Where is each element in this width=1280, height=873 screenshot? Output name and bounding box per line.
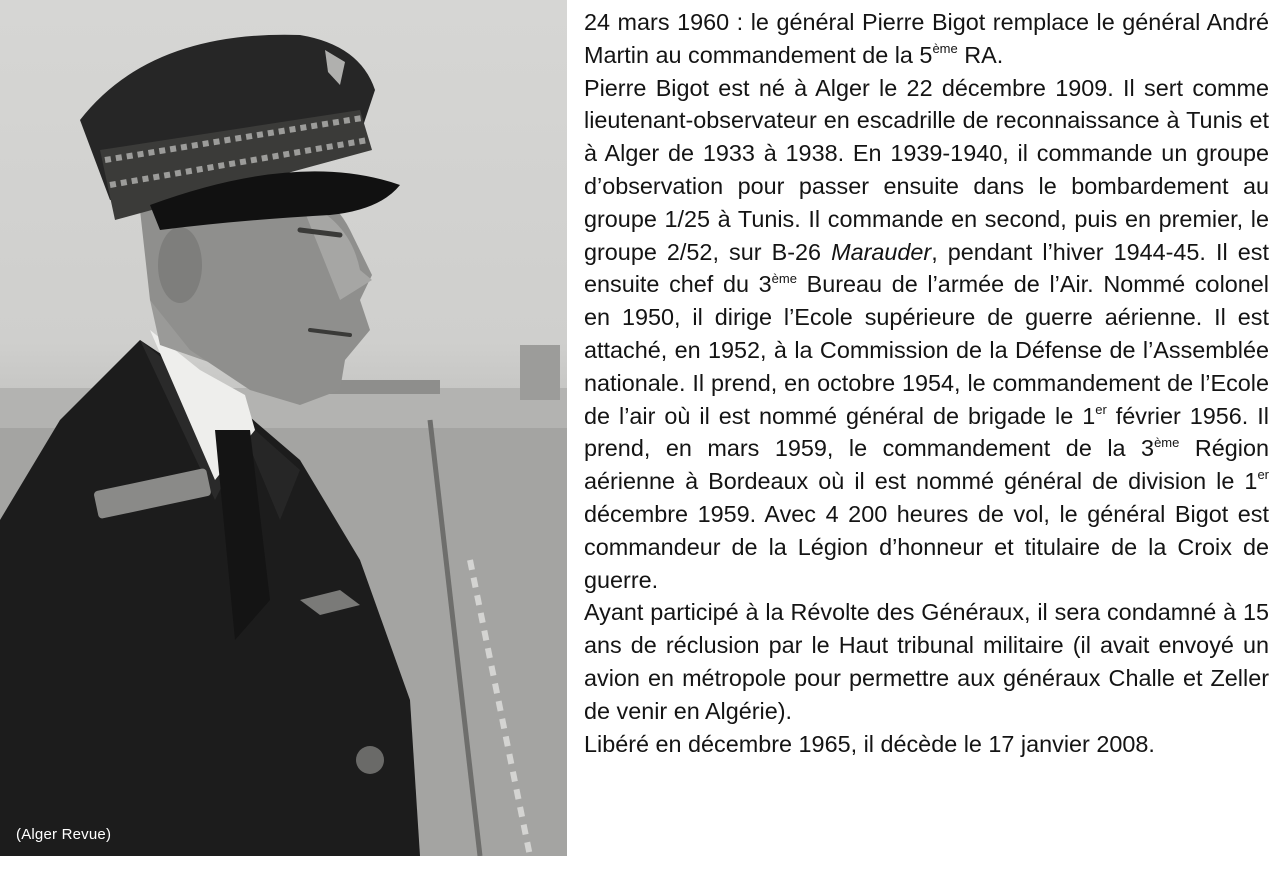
article-text	[584, 6, 1269, 760]
paragraph-biography	[584, 72, 1269, 597]
text-run: Pierre Bigot est né à Alger le 22 décembre 1909. Il sert comme lieutenant-observateur en escadrille de reconnaissance à Tunis et à Alger de 1933 à 1938. En 1939-1940, il commande un groupe d’observation pour passer ensuite dans le bombardement au groupe 1/25 à Tunis. Il commande en second, puis en premier, le groupe 2/52, sur B-26	[584, 74, 1269, 265]
superscript: ème	[1154, 434, 1180, 450]
paragraph-intro	[584, 6, 1269, 72]
superscript: er	[1257, 467, 1269, 483]
superscript: ème	[932, 41, 958, 56]
text-run: 24 mars 1960 : le général Pierre Bigot remplace le général André Martin au commandement de la 5	[584, 9, 1269, 68]
portrait-photo	[0, 0, 567, 856]
text-run: Région aérienne à Bordeaux où il est nommé général de division le 1	[584, 435, 1269, 495]
aircraft-name: Marauder	[831, 238, 932, 265]
portrait-illustration	[0, 0, 567, 856]
text-run: , pendant l’hiver 1944-45. Il est ensuite chef du 3	[584, 238, 1269, 298]
superscript: ème	[771, 270, 797, 286]
text-run: Bureau de l’armée de l’Air. Nommé colonel en 1950, il dirige l’Ecole supérieure de guerre aérienne. Il est attaché, en 1952, à la Commission de la Défense de l’Assemblée nationale. Il prend, en octobre 1954, le commandement de l’Ecole de l’air où il est nommé général de brigade le 1	[584, 271, 1269, 429]
paragraph-release: Libéré en décembre 1965, il décède le 17 janvier 2008.	[584, 730, 1155, 757]
photo-caption: (Alger Revue)	[16, 826, 112, 843]
paragraph-revolt: Ayant participé à la Révolte des Généraux, il sera condamné à 15 ans de réclusion par le Haut tribunal militaire (il avait envoyé un avion en métropole pour permettre aux généraux Challe et Zeller de venir en Algérie).	[584, 599, 1269, 724]
text-run: RA.	[957, 41, 1004, 68]
superscript: er	[1095, 401, 1107, 417]
text-run: février 1956. Il prend, en mars 1959, le commandement de la 3	[584, 402, 1269, 462]
text-run: décembre 1959. Avec 4 200 heures de vol, le général Bigot est commandeur de la Légion d’honneur et titulaire de la Croix de guerre.	[584, 500, 1269, 593]
